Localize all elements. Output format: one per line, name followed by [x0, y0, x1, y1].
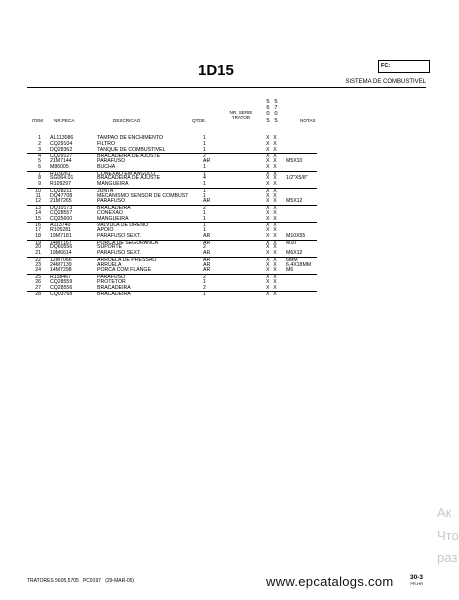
cell-quantity: 1: [203, 163, 206, 170]
cell-part-number: 14M7298: [50, 267, 72, 274]
cell-model-marks: X X: [266, 284, 278, 291]
cell-model-marks: X X: [266, 146, 278, 153]
cell-description: BRACADEIRA DE AJUSTE: [97, 175, 161, 182]
cell-model-marks: X X: [266, 215, 278, 222]
cell-item: 26: [35, 278, 41, 285]
cell-model-marks: X X: [266, 227, 278, 233]
cell-part-number: 21M7265: [50, 198, 72, 205]
cell-quantity: 1: [203, 215, 206, 222]
cell-part-number: CQ29127: [50, 153, 73, 160]
cell-description: JUNTA: [97, 187, 114, 194]
cell-model-marks: X X: [266, 209, 278, 216]
col-header-notas: NOTAS: [300, 118, 316, 123]
cell-model-marks: X X: [266, 250, 278, 256]
cell-quantity: AR: [203, 261, 211, 268]
cell-description: PARAFUSO: [97, 274, 126, 280]
ghost-text-2: Что: [437, 528, 459, 543]
cell-part-number: 19M6614: [50, 250, 72, 256]
cell-item: 20: [35, 244, 41, 251]
cell-description: SUPORTE: [97, 244, 122, 251]
cell-notes: 1/2"X5/8": [286, 175, 308, 182]
cell-description: PORCA DE SEGURANCA: [97, 239, 159, 246]
cell-description: PARAFUSO SEXT.: [97, 232, 142, 239]
cell-quantity: 2: [203, 284, 206, 291]
fc-box: FC:: [378, 60, 430, 73]
cell-model-marks: X X: [266, 140, 278, 147]
cell-notes: M6: [286, 267, 294, 274]
cell-item: 7: [38, 170, 41, 177]
model-col-5605-text: 5 6 0 5: [266, 99, 270, 124]
cell-description: MANGUEIRA: [97, 215, 129, 222]
cell-model-marks: X X: [266, 198, 278, 205]
cell-description: BRACADEIRA DE AJUSTE: [97, 153, 161, 160]
cell-item: 2: [38, 140, 41, 147]
cell-part-number: CQ25600: [50, 215, 73, 222]
model-col-5705-text: 5 7 0 5: [274, 99, 278, 124]
cell-quantity: 1: [203, 140, 206, 147]
cell-part-number: AL113086: [50, 135, 74, 141]
cell-model-marks: X X: [266, 205, 278, 211]
cell-part-number: DQ60556: [50, 244, 73, 251]
cell-item: 27: [35, 284, 41, 291]
cell-item: 19: [35, 239, 41, 246]
cell-quantity: AR: [203, 158, 211, 164]
cell-item: 22: [35, 256, 41, 263]
cell-item: 18: [35, 232, 41, 239]
cell-part-number: 14M7167: [50, 239, 72, 246]
cell-quantity: 1: [203, 227, 206, 233]
cell-model-marks: X X: [266, 135, 278, 141]
table-row: [27, 291, 317, 297]
col-header-nr-peca: NR.PECA: [54, 118, 75, 123]
cell-item: 4: [38, 153, 41, 160]
cell-quantity: 1: [203, 170, 206, 177]
cell-quantity: AR: [203, 250, 211, 256]
page-title: 1D15: [198, 62, 234, 79]
col-header-nr-serie: NR. SERIE TRATOR: [229, 110, 253, 121]
cell-item: 17: [35, 227, 41, 233]
cell-item: 28: [35, 291, 41, 298]
cell-model-marks: X X: [266, 261, 278, 268]
page-number: [410, 574, 423, 586]
cell-model-marks: X X: [266, 267, 278, 274]
cell-model-marks: X X: [266, 158, 278, 164]
cell-description: PROTETOR: [97, 278, 126, 285]
cell-notes: M10X55: [286, 232, 306, 239]
cell-item: 25: [35, 274, 41, 280]
cell-item: 3: [38, 146, 41, 153]
footer-info: TRATORES 5605,5705 PC9197 (29-MAR-05): [27, 578, 135, 584]
cell-quantity: 1: [203, 291, 206, 298]
watermark-link[interactable]: www.epcatalogs.com: [266, 574, 394, 589]
cell-item: 11: [35, 192, 41, 199]
cell-quantity: AR: [203, 232, 211, 239]
header-rule: [27, 87, 426, 88]
cell-model-marks: X X: [266, 274, 278, 280]
cell-quantity: 1: [203, 146, 206, 153]
cell-model-marks: X X: [266, 192, 278, 199]
cell-description: PARAFUSO SEXT.: [97, 250, 142, 256]
cell-item: 6: [38, 163, 41, 170]
cell-description: ARRUELA: [97, 261, 122, 268]
cell-item: 13: [35, 205, 41, 211]
cell-model-marks: X X: [266, 256, 278, 263]
cell-description: MANGUEIRA: [97, 181, 129, 187]
cell-item: 21: [35, 250, 41, 256]
cell-item: 8: [38, 175, 41, 182]
cell-part-number: DQ10173: [50, 205, 73, 211]
cell-part-number: SG064.01: [50, 175, 74, 182]
cell-description: BUCHA: [97, 163, 116, 170]
cell-item: 1: [38, 135, 41, 141]
cell-part-number: CQ28557: [50, 209, 73, 216]
page-number-text: 30-3: [410, 574, 424, 581]
cell-part-number: R105281: [50, 227, 72, 233]
cell-quantity: AR: [203, 198, 211, 205]
cell-part-number: DQ28362: [50, 146, 73, 153]
model-col-5605: [265, 99, 271, 124]
cell-quantity: 2: [203, 205, 206, 211]
cell-part-number: R138467: [50, 274, 72, 280]
cell-description: PARAFUSO: [97, 198, 126, 205]
cell-model-marks: X X: [266, 153, 278, 160]
cell-description: MECANISMO SENSOR DE COMBUST: [97, 192, 189, 199]
cell-description: CONEXAO: [97, 209, 123, 216]
cell-description: TAMPAO DE ENCHIMENTO: [97, 135, 163, 141]
cell-item: 16: [35, 222, 41, 229]
cell-description: APOIO: [97, 227, 114, 233]
cell-quantity: 1: [203, 209, 206, 216]
cell-model-marks: X X: [266, 239, 278, 246]
cell-quantity: 1: [203, 187, 206, 194]
cell-model-marks: X X: [266, 163, 278, 170]
cell-quantity: 2: [203, 244, 206, 251]
cell-description: PARAFUSO: [97, 158, 126, 164]
cell-notes: M10: [286, 239, 297, 246]
cell-model-marks: X X: [266, 232, 278, 239]
cell-part-number: 19M7181: [50, 232, 72, 239]
cell-notes: M5X12: [286, 198, 303, 205]
cell-quantity: AR: [203, 267, 211, 274]
cell-part-number: R109297: [50, 181, 72, 187]
cell-model-marks: X X: [266, 187, 278, 194]
cell-quantity: 2: [203, 153, 206, 160]
cell-model-marks: X X: [266, 222, 278, 229]
cell-part-number: 21M7144: [50, 158, 72, 164]
cell-part-number: CQ28556: [50, 284, 73, 291]
cell-part-number: 12M7066: [50, 256, 72, 263]
cell-model-marks: X X: [266, 170, 278, 177]
ghost-text-1: Ак: [437, 505, 452, 520]
cell-description: PORCA COM FLANGE: [97, 267, 151, 274]
cell-description: BRACADEIRA: [97, 284, 131, 291]
parts-table: [27, 136, 317, 297]
cell-part-number: M86005: [50, 163, 69, 170]
cell-model-marks: X X: [266, 175, 278, 182]
page-number-sub: PR-HR: [410, 581, 424, 586]
cell-quantity: AR: [203, 256, 211, 263]
cell-quantity: 1: [203, 135, 206, 141]
cell-quantity: 1: [203, 278, 206, 285]
cell-quantity: 1: [203, 222, 206, 229]
col-header-item: ITEM: [32, 118, 43, 123]
section-title: SISTEMA DE COMBUSTIVEL: [345, 79, 426, 85]
cell-part-number: R119261: [50, 170, 71, 177]
cell-model-marks: X X: [266, 244, 278, 251]
cell-description: VALVULA DE DRENO: [97, 222, 149, 229]
cell-part-number: 24M7139: [50, 261, 72, 268]
cell-part-number: A113740: [50, 222, 71, 229]
cell-description: BRACADEIRA: [97, 291, 131, 298]
cell-item: 9: [38, 181, 41, 187]
cell-item: 12: [35, 198, 41, 205]
cell-item: 15: [35, 215, 41, 222]
cell-part-number: CQ03768: [50, 291, 73, 298]
cell-quantity: 2: [203, 274, 206, 280]
ghost-text-3: раз: [437, 550, 458, 565]
cell-part-number: CQ28211: [50, 187, 72, 194]
cell-item: 24: [35, 267, 41, 274]
cell-model-marks: X X: [266, 278, 278, 285]
cell-part-number: CQ28559: [50, 278, 73, 285]
col-header-descricao: DESCRICAO: [113, 118, 141, 123]
cell-description: TANQUE DE COMBUSTIVEL: [97, 146, 166, 153]
cell-notes: 6,4X18MM: [286, 261, 312, 268]
cell-description: CONEXAO EM ANGULO: [97, 170, 156, 177]
cell-description: ARRUELA DE PRESSAO: [97, 256, 157, 263]
cell-item: 23: [35, 261, 41, 268]
cell-model-marks: X X: [266, 181, 278, 187]
cell-description: FILTRO: [97, 140, 116, 147]
cell-item: 14: [35, 209, 41, 216]
cell-description: BRACADEIRA: [97, 205, 131, 211]
cell-quantity: 1: [203, 192, 206, 199]
col-header-qtde: QTDE.: [192, 118, 207, 123]
cell-quantity: AR: [203, 239, 211, 246]
cell-part-number: DQ47708: [50, 192, 73, 199]
cell-model-marks: X X: [266, 291, 278, 298]
cell-notes: 6MM: [286, 256, 298, 263]
cell-quantity: 4: [203, 175, 206, 182]
model-col-5705: [273, 99, 279, 124]
cell-notes: M5X10: [286, 158, 303, 164]
cell-part-number: CQ29104: [50, 140, 73, 147]
cell-notes: M6X12: [286, 250, 303, 256]
cell-item: 5: [38, 158, 41, 164]
cell-quantity: 1: [203, 181, 206, 187]
cell-item: 10: [35, 187, 41, 194]
